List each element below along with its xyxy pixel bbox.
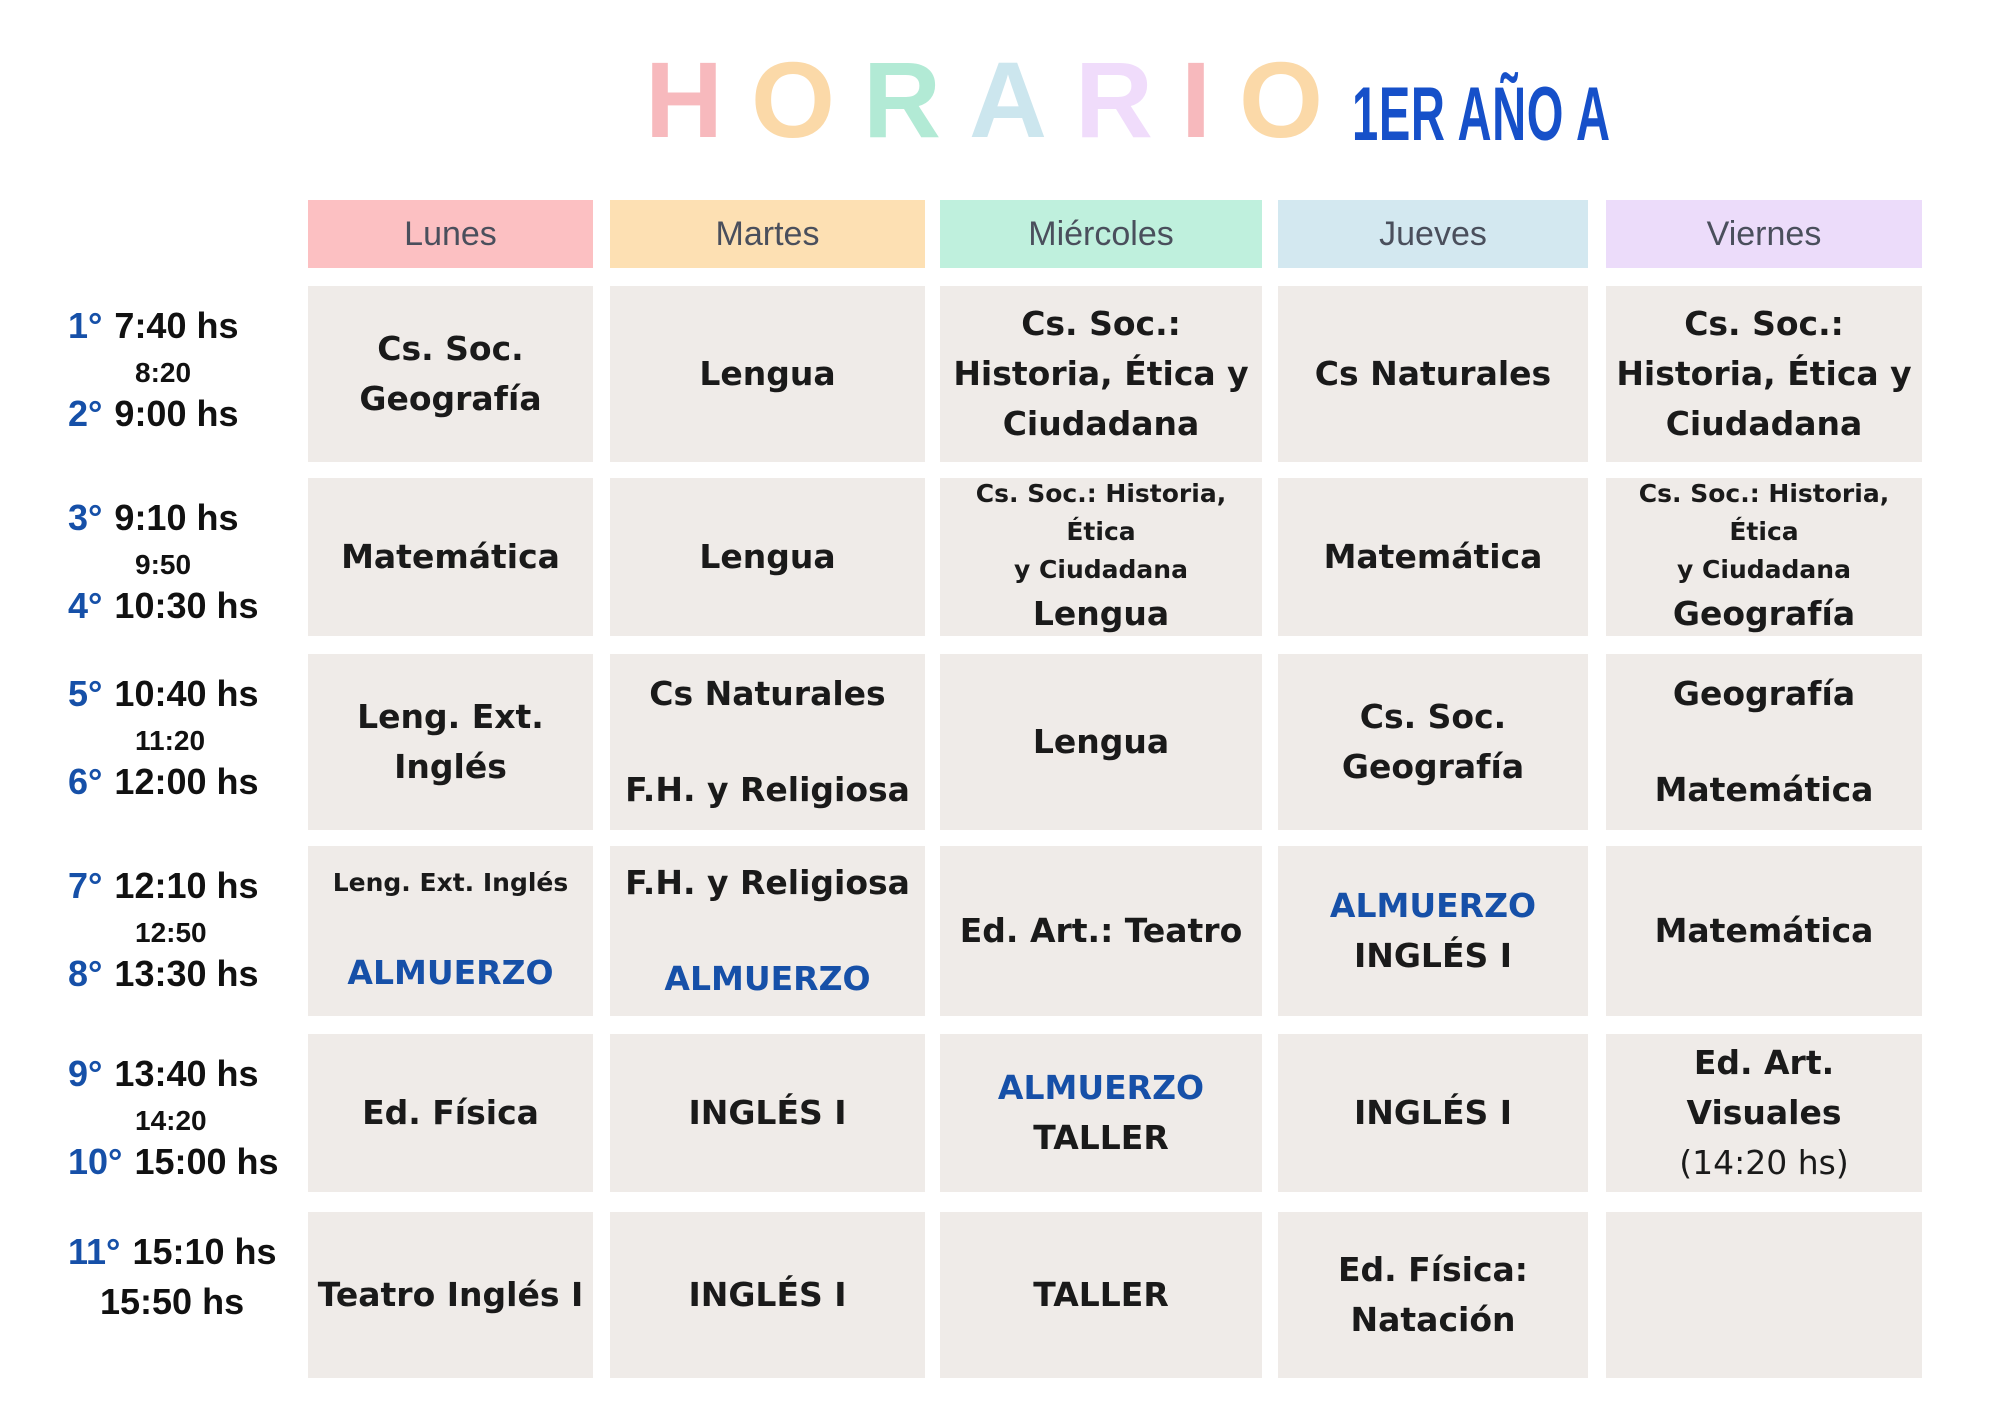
- subject-label: Cs. Soc.: Historia, Ética: [975, 479, 1227, 546]
- schedule-cell: [610, 654, 925, 830]
- subject-label: F.H. y Religiosa: [625, 863, 910, 902]
- subject-label: INGLÉS I: [1353, 1093, 1513, 1132]
- period-start: [68, 864, 259, 908]
- period-time: 15:00 hs: [134, 1141, 279, 1182]
- period-time: 12:10 hs: [114, 865, 259, 906]
- subject-label: Lengua: [1032, 722, 1170, 761]
- period-time: 9:10 hs: [114, 497, 239, 538]
- schedule-cell: [940, 1212, 1262, 1378]
- subject-label: INGLÉS I: [688, 1093, 847, 1132]
- schedule-cell: [940, 286, 1262, 462]
- period-end: [68, 952, 259, 996]
- schedule-cell: [610, 286, 925, 462]
- period-end: [68, 760, 259, 804]
- subject-label: Ed. Física: [362, 1093, 539, 1132]
- subject-label: y Ciudadana: [1677, 555, 1851, 584]
- day-header-jueves: Jueves: [1278, 200, 1588, 268]
- period-end: [68, 392, 239, 436]
- period-time: 15:50 hs: [100, 1281, 245, 1322]
- subject-label: Teatro Inglés I: [317, 1275, 584, 1314]
- subject-label: Geografía: [1341, 747, 1525, 786]
- subject-label: Inglés: [394, 747, 507, 786]
- subject-label: Geografía: [1672, 594, 1856, 633]
- schedule-cell: [940, 478, 1262, 636]
- schedule-cell: [1606, 1034, 1922, 1192]
- period-mid-time: 9:50: [135, 549, 192, 580]
- subject-label: Cs Naturales: [649, 674, 886, 713]
- period-time: 7:40 hs: [114, 305, 239, 346]
- period-time: 12:00 hs: [114, 761, 259, 802]
- period-number: 6°: [68, 761, 103, 802]
- title-letter: R: [1075, 39, 1182, 160]
- lunch-label: ALMUERZO: [347, 953, 554, 992]
- lunch-label: ALMUERZO: [1329, 886, 1537, 925]
- schedule-cell: [1606, 654, 1922, 830]
- schedule-title: [645, 40, 1351, 160]
- schedule-cell: [308, 478, 593, 636]
- period-end: [68, 584, 259, 628]
- schedule-cell: [308, 286, 593, 462]
- period-number: 2°: [68, 393, 103, 434]
- subject-label: Leng. Ext. Inglés: [332, 868, 569, 897]
- period-time: 13:30 hs: [114, 953, 259, 994]
- subject-label: Matemática: [1654, 911, 1874, 950]
- subject-label: Cs. Soc.:: [1684, 304, 1844, 343]
- subject-label: F.H. y Religiosa: [625, 770, 910, 809]
- period-start: [68, 1052, 259, 1096]
- period-end: [68, 1140, 279, 1184]
- period-mid-time: 12:50: [135, 917, 207, 948]
- period-number: 7°: [68, 865, 103, 906]
- schedule-cell: [1278, 1034, 1588, 1192]
- day-header-lunes: Lunes: [308, 200, 593, 268]
- schedule-cell: [308, 1212, 593, 1378]
- schedule-cell: [940, 1034, 1262, 1192]
- subject-label: TALLER: [1033, 1118, 1169, 1157]
- time-slot: [60, 286, 310, 462]
- class-label: 1ER AÑO A: [1352, 72, 1611, 157]
- schedule-cell: [610, 846, 925, 1016]
- period-time: 10:30 hs: [114, 585, 259, 626]
- time-slot: [60, 1212, 310, 1378]
- period-number: 5°: [68, 673, 103, 714]
- schedule-cell: [940, 846, 1262, 1016]
- period-time: 10:40 hs: [114, 673, 259, 714]
- period-end: [100, 1280, 244, 1324]
- title-letter: H: [645, 39, 751, 160]
- subject-label: Matemática: [1654, 770, 1874, 809]
- subject-label: Matemática: [341, 537, 560, 576]
- time-slot: [60, 478, 310, 636]
- schedule-cell: [1278, 654, 1588, 830]
- title-letter: O: [1239, 39, 1352, 160]
- period-start: [68, 1230, 277, 1274]
- period-start: [68, 672, 259, 716]
- schedule-cell: [1278, 478, 1588, 636]
- schedule-cell: [1278, 1212, 1588, 1378]
- schedule-cell: [1606, 846, 1922, 1016]
- schedule-cell: [610, 1212, 925, 1378]
- title-letter: I: [1181, 39, 1240, 160]
- title-letter: A: [969, 39, 1076, 160]
- time-slot: [60, 654, 310, 830]
- period-start: [68, 304, 239, 348]
- period-number: 3°: [68, 497, 103, 538]
- subject-label: Cs. Soc.: [377, 329, 524, 368]
- period-number: 10°: [68, 1141, 123, 1182]
- subject-label: (14:20 hs): [1679, 1143, 1849, 1182]
- period-number: 1°: [68, 305, 103, 346]
- period-number: 8°: [68, 953, 103, 994]
- time-slot: [60, 846, 310, 1016]
- period-number: 11°: [68, 1231, 121, 1272]
- period-start: [68, 496, 239, 540]
- time-slot: [60, 1034, 310, 1192]
- schedule-cell: [940, 654, 1262, 830]
- subject-label: y Ciudadana: [1014, 555, 1188, 584]
- subject-label: INGLÉS I: [688, 1275, 847, 1314]
- subject-label: Cs. Soc.: [1359, 697, 1507, 736]
- day-header-viernes: Viernes: [1606, 200, 1922, 268]
- subject-label: Lengua: [699, 354, 836, 393]
- subject-label: Historia, Ética y: [953, 354, 1249, 393]
- subject-label: Ed. Física:: [1337, 1250, 1529, 1289]
- period-time: 13:40 hs: [114, 1053, 259, 1094]
- subject-label: Lengua: [699, 537, 836, 576]
- period-time: 9:00 hs: [114, 393, 239, 434]
- subject-label: Ed. Art. Visuales: [1686, 1043, 1842, 1132]
- schedule-cell: [308, 846, 593, 1016]
- schedule-cell: [610, 478, 925, 636]
- schedule-cell: [1278, 286, 1588, 462]
- subject-label: Cs. Soc.: Historia, Ética: [1638, 479, 1890, 546]
- subject-label: Leng. Ext.: [357, 697, 544, 736]
- subject-label: TALLER: [1033, 1275, 1169, 1314]
- subject-label: Ciudadana: [1665, 404, 1863, 443]
- schedule-cell: [308, 1034, 593, 1192]
- subject-label: Lengua: [1032, 594, 1170, 633]
- title-letter: R: [863, 39, 970, 160]
- period-time: 15:10 hs: [132, 1231, 277, 1272]
- subject-label: INGLÉS I: [1353, 936, 1513, 975]
- lunch-label: ALMUERZO: [664, 959, 871, 998]
- schedule-cell: [1278, 846, 1588, 1016]
- subject-label: Geografía: [359, 379, 542, 418]
- schedule-cell: [610, 1034, 925, 1192]
- subject-label: Ciudadana: [1002, 404, 1200, 443]
- subject-label: Historia, Ética y: [1616, 354, 1912, 393]
- period-mid-time: 11:20: [135, 725, 206, 756]
- title-letter: O: [751, 39, 864, 160]
- day-header-martes: Martes: [610, 200, 925, 268]
- subject-label: Cs Naturales: [1314, 354, 1552, 393]
- period-mid-time: 8:20: [135, 357, 192, 388]
- schedule-cell: [308, 654, 593, 830]
- period-number: 4°: [68, 585, 103, 626]
- schedule-cell: [1606, 1212, 1922, 1378]
- day-header-miércoles: Miércoles: [940, 200, 1262, 268]
- subject-label: Cs. Soc.:: [1021, 304, 1181, 343]
- lunch-label: ALMUERZO: [997, 1068, 1205, 1107]
- subject-label: Matemática: [1323, 537, 1543, 576]
- subject-label: Natación: [1350, 1300, 1516, 1339]
- period-mid-time: 14:20: [135, 1105, 207, 1136]
- schedule-cell: [1606, 286, 1922, 462]
- subject-label: Ed. Art.: Teatro: [959, 911, 1243, 950]
- schedule-cell: [1606, 478, 1922, 636]
- subject-label: Geografía: [1672, 674, 1856, 713]
- period-number: 9°: [68, 1053, 103, 1094]
